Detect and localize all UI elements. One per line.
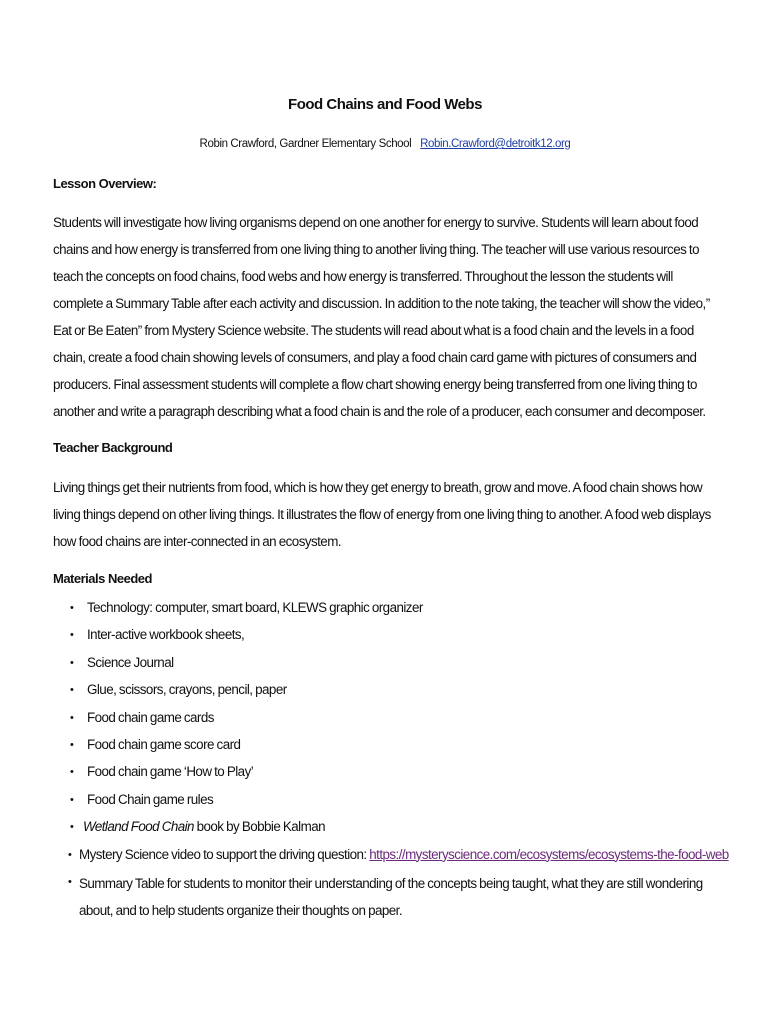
material-item: Inter-active workbook sheets, [87,627,245,643]
bullet-icon: • [68,875,72,888]
material-item: Technology: computer, smart board, KLEWS graphic organizer [87,600,423,615]
bullet-icon: • [70,821,74,834]
list-item [53,651,733,678]
background-paragraph: Living things get their nutrients from food, which is how they get energy to breath, grow and move. A food chain shows how living things depend on other living things. It illustrates the flow of energy from one living thing to another. A food web displays how food chains are inter-connected in an ecosystem. [53,480,711,549]
author-line [0,138,770,150]
video-link[interactable]: https://mysteryscience.com/ecosystems/ecosystems-the-food-web [369,846,729,862]
bullet-icon: • [70,738,74,751]
book-title: Wetland Food Chain [83,819,194,835]
material-item: Glue, scissors, crayons, pencil, paper [87,682,287,698]
list-item [53,678,733,705]
material-item: Food Chain game rules [87,791,214,807]
bullet-icon: • [70,711,74,724]
bullet-icon: • [68,848,72,861]
material-item: Food chain game score card [87,736,241,752]
list-item [53,706,733,733]
book-author: book by Bobbie Kalman [193,819,325,835]
bullet-icon: • [70,656,74,669]
book-item [83,815,325,839]
bullet-icon: • [70,629,74,642]
bullet-icon: • [70,684,74,697]
list-item [53,870,733,924]
bullet-icon: • [70,766,74,779]
list-item [53,733,733,760]
author-email-link[interactable]: Robin.Crawford@detroitk12.org [420,138,571,150]
background-heading: Teacher Background [53,440,173,455]
material-item: Science Journal [87,654,174,670]
title-text: Food Chains and Food Webs [288,96,482,113]
overview-paragraph: Students will investigate how living organisms depend on one another for energy to survive. Students will learn about food chains and how energy is transferred from one living thing to another living thing. The teacher will use various resources to teach the concepts on food chains, food webs and how energy is transferred. Throughout the lesson the students will complete a Summary Table after each activity and discussion. In addition to the note taking, the teacher will show the video,” Eat or Be Eaten” from Mystery Science website. The students will read about what is a food chain and the levels in a food chain, create a food chain showing levels of consumers, and play a food chain card game with pictures of consumers and producers. Final assessment students will complete a flow chart showing energy being transferred from one living thing to another and write a paragraph describing what a food chain is and the role of a producer, each consumer and decomposer. [53,215,710,419]
video-item [79,843,729,867]
materials-heading: Materials Needed [53,571,152,586]
materials-list [53,596,733,924]
author-name: Robin Crawford, Gardner Elementary School [199,138,412,150]
list-item [53,815,733,842]
material-item: Food chain game cards [87,709,214,725]
overview-heading: Lesson Overview: [53,176,157,191]
list-item [53,760,733,787]
list-item [53,843,733,870]
list-item [53,596,733,623]
bullet-icon: • [70,793,74,806]
list-item [53,788,733,815]
video-description: Mystery Science video to support the driving question: [79,846,370,862]
material-item: Food chain game ‘How to Play’ [87,764,254,780]
bullet-icon: • [70,602,74,614]
summary-item: Summary Table for students to monitor their understanding of the concepts being taught, what they are still wondering about, and to help students organize their thoughts on paper. [79,875,703,918]
page-title [0,96,770,113]
list-item [53,623,733,650]
